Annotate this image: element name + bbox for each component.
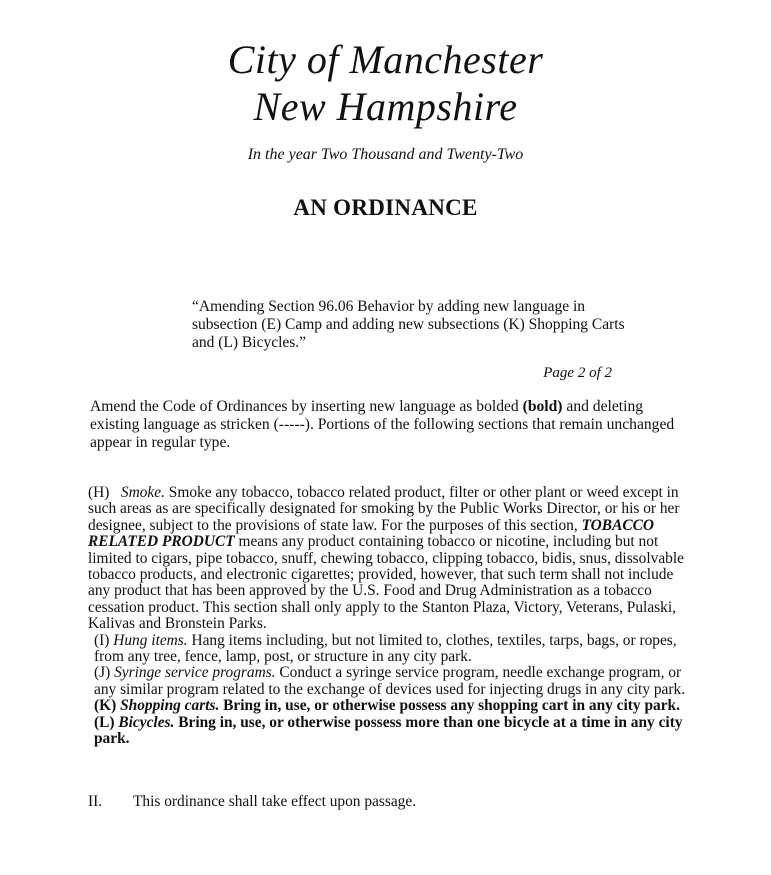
- state-letterhead: New Hampshire: [253, 84, 518, 129]
- closing-text: This ordinance shall take effect upon passage.: [133, 793, 417, 810]
- section-h-term: TOBACCO RELATED PRODUCT: [88, 516, 654, 551]
- section-h-heading: Smoke.: [120, 484, 165, 501]
- section-k: [88, 698, 693, 714]
- section-h-text-1: Smoke any tobacco, tobacco related product, filter or other plant or weed except in such areas as are specifically designated for smoking by the Public Works Director, or his or her designee, subject to the provisions of state law. For the purposes of this section,: [88, 484, 680, 534]
- closing-number: II.: [88, 793, 103, 810]
- ordinance-caption: “Amending Section 96.06 Behavior by adding new language in subsection (E) Camp and adding new subsections (K) Shopping Carts and (L) Bicycles.”: [192, 298, 625, 351]
- city-letterhead: City of Manchester: [227, 37, 544, 82]
- section-i-heading: Hung items.: [113, 631, 188, 649]
- section-i-label: (I): [94, 631, 110, 649]
- section-h-label: (H): [88, 484, 110, 501]
- intro-text-1: Amend the Code of Ordinances by inserting new language as bolded: [90, 398, 523, 415]
- closing-section: [88, 793, 688, 811]
- intro-paragraph: [90, 398, 690, 452]
- intro-bold-word: (bold): [522, 398, 563, 415]
- section-i: [88, 633, 693, 666]
- ordinance-body: [88, 485, 693, 748]
- section-k-heading: Shopping carts.: [120, 697, 220, 715]
- section-j-label: (J): [94, 664, 111, 682]
- intro-text-2: and deleting existing language as stricken (-----). Portions of the following sections that remain unchanged appear in regular type.: [90, 398, 675, 451]
- document-title: AN ORDINANCE: [293, 195, 478, 220]
- section-h: [88, 485, 693, 633]
- section-l-label: (L): [94, 713, 115, 731]
- section-i-text: Hang items including, but not limited to, clothes, textiles, tarps, bags, or ropes, from any tree, fence, lamp, post, or structure in any city park.: [94, 631, 677, 666]
- section-j: [88, 665, 693, 698]
- section-h-text-2: means any product containing tobacco or nicotine, including but not limited to cigars, pipe tobacco, snuff, chewing tobacco, clipping tobacco, bidis, snus, dissolvable tobacco products, and electronic cigarettes; provided, however, that such term shall not include any product that has been approved by the U.S. Food and Drug Administration as a tobacco cessation product. This section shall only apply to the Stanton Plaza, Victory, Veterans, Pulaski, Kalivas and Bronstein Parks.: [88, 533, 684, 633]
- year-line: In the year Two Thousand and Twenty-Two: [247, 146, 524, 163]
- section-j-text: Conduct a syringe service program, needle exchange program, or any similar program related to the exchange of devices used for injecting drugs in any city park.: [94, 664, 686, 698]
- section-l: [88, 715, 693, 748]
- section-l-text: Bring in, use, or otherwise possess more than one bicycle at a time in any city park.: [94, 713, 683, 748]
- section-k-label: (K): [94, 697, 117, 715]
- page-number: Page 2 of 2: [543, 365, 612, 381]
- section-k-text: Bring in, use, or otherwise possess any shopping cart in any city park.: [219, 697, 680, 715]
- section-j-heading: Syringe service programs.: [114, 664, 276, 682]
- section-l-heading: Bicycles.: [118, 713, 175, 731]
